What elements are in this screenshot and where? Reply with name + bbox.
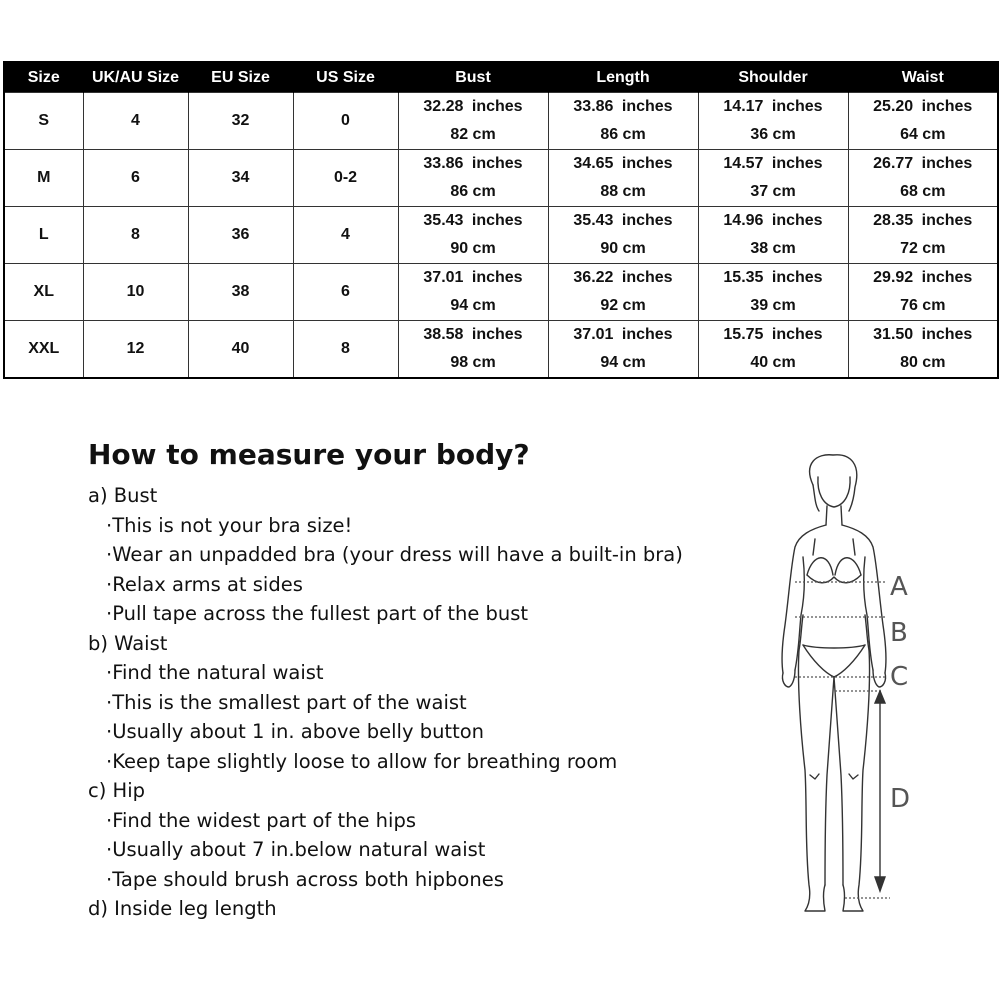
bust-inches: 37.01 inches — [423, 269, 523, 286]
cell-size: S — [4, 93, 83, 150]
shoulder-inches: 14.17 inches — [723, 98, 823, 115]
cell-uk-au: 12 — [83, 321, 188, 379]
shoulder-inches: 14.57 inches — [723, 155, 823, 172]
header-length: Length — [548, 62, 698, 93]
section-title: b) Waist — [88, 631, 168, 655]
cell-uk-au: 6 — [83, 150, 188, 207]
cell-shoulder — [698, 264, 848, 321]
cell-bust — [398, 264, 548, 321]
shoulder-cm: 38 cm — [750, 240, 796, 257]
cell-waist — [848, 321, 998, 379]
waist-cm: 64 cm — [900, 126, 946, 143]
length-cm: 86 cm — [600, 126, 646, 143]
cell-waist — [848, 93, 998, 150]
waist-inches: 28.35 inches — [873, 212, 973, 229]
shoulder-cm: 40 cm — [750, 354, 796, 371]
cell-length — [548, 321, 698, 379]
header-bust: Bust — [398, 62, 548, 93]
length-cm: 90 cm — [600, 240, 646, 257]
length-cm: 88 cm — [600, 183, 646, 200]
measurement-guide — [88, 430, 768, 924]
cell-shoulder — [698, 321, 848, 379]
tip-item: · Find the natural waist — [88, 658, 768, 688]
waist-cm: 76 cm — [900, 297, 946, 314]
tip-item: · This is not your bra size! — [88, 511, 768, 541]
header-waist: Waist — [848, 62, 998, 93]
shoulder-cm: 39 cm — [750, 297, 796, 314]
table-row — [4, 93, 998, 150]
cell-eu: 32 — [188, 93, 293, 150]
cell-us: 0 — [293, 93, 398, 150]
table-row — [4, 264, 998, 321]
waist-cm: 80 cm — [900, 354, 946, 371]
shoulder-inches: 15.75 inches — [723, 326, 823, 343]
cell-bust — [398, 93, 548, 150]
cell-length — [548, 207, 698, 264]
header-size: Size — [4, 62, 83, 93]
cell-waist — [848, 264, 998, 321]
bust-cm: 90 cm — [450, 240, 496, 257]
guide-section-bust — [88, 481, 768, 629]
label-d: D — [890, 784, 911, 814]
table-row — [4, 150, 998, 207]
length-inches: 36.22 inches — [573, 269, 673, 286]
cell-uk-au: 10 — [83, 264, 188, 321]
header-eu-size: EU Size — [188, 62, 293, 93]
header-shoulder: Shoulder — [698, 62, 848, 93]
shoulder-cm: 37 cm — [750, 183, 796, 200]
guide-section-waist — [88, 629, 768, 777]
cell-size: XL — [4, 264, 83, 321]
label-a: A — [890, 572, 908, 602]
shoulder-inches: 14.96 inches — [723, 212, 823, 229]
bust-inches: 35.43 inches — [423, 212, 523, 229]
section-title: a) Bust — [88, 484, 158, 507]
length-inches: 37.01 inches — [573, 326, 673, 343]
length-inches: 34.65 inches — [573, 155, 673, 172]
bust-inches: 32.28 inches — [423, 98, 523, 115]
bust-cm: 98 cm — [450, 354, 496, 371]
waist-cm: 72 cm — [900, 240, 946, 257]
cell-bust — [398, 321, 548, 379]
header-us-size: US Size — [293, 62, 398, 93]
label-c: C — [890, 662, 909, 692]
bust-inches: 33.86 inches — [423, 155, 523, 172]
cell-eu: 34 — [188, 150, 293, 207]
cell-waist — [848, 207, 998, 264]
tip-item: · Pull tape across the fullest part of the bust — [88, 599, 768, 629]
bust-cm: 86 cm — [450, 183, 496, 200]
cell-bust — [398, 150, 548, 207]
table-row — [4, 321, 998, 379]
waist-inches: 25.20 inches — [873, 98, 973, 115]
header-uk-au-size: UK/AU Size — [83, 62, 188, 93]
waist-inches: 29.92 inches — [873, 269, 973, 286]
cell-bust — [398, 207, 548, 264]
cell-size: M — [4, 150, 83, 207]
tip-item: · Keep tape slightly loose to allow for breathing room — [88, 747, 768, 777]
length-cm: 92 cm — [600, 297, 646, 314]
cell-waist — [848, 150, 998, 207]
tip-item: · Find the widest part of the hips — [88, 806, 768, 836]
bust-cm: 94 cm — [450, 297, 496, 314]
waist-cm: 68 cm — [900, 183, 946, 200]
tip-item: · This is the smallest part of the waist — [88, 688, 768, 718]
length-inches: 33.86 inches — [573, 98, 673, 115]
cell-shoulder — [698, 207, 848, 264]
cell-length — [548, 150, 698, 207]
cell-shoulder — [698, 93, 848, 150]
cell-us: 0-2 — [293, 150, 398, 207]
cell-uk-au: 4 — [83, 93, 188, 150]
tip-item: · Wear an unpadded bra (your dress will have a built-in bra) — [88, 540, 768, 570]
bust-inches: 38.58 inches — [423, 326, 523, 343]
length-cm: 94 cm — [600, 354, 646, 371]
tip-item: · Usually about 1 in. above belly button — [88, 717, 768, 747]
waist-inches: 26.77 inches — [873, 155, 973, 172]
shoulder-cm: 36 cm — [750, 126, 796, 143]
tip-item: · Tape should brush across both hipbones — [88, 865, 768, 895]
cell-us: 8 — [293, 321, 398, 379]
section-title: c) Hip — [88, 779, 145, 802]
cell-eu: 40 — [188, 321, 293, 379]
cell-size: L — [4, 207, 83, 264]
length-inches: 35.43 inches — [573, 212, 673, 229]
size-chart-table — [3, 61, 999, 379]
guide-section-hip — [88, 776, 768, 894]
cell-size: XXL — [4, 321, 83, 379]
tip-item: · Usually about 7 in.below natural waist — [88, 835, 768, 865]
body-outline-figure-icon — [755, 445, 925, 920]
cell-uk-au: 8 — [83, 207, 188, 264]
cell-shoulder — [698, 150, 848, 207]
cell-eu: 38 — [188, 264, 293, 321]
guide-title: How to measure your body? — [88, 438, 530, 471]
table-header-row — [4, 62, 998, 93]
cell-length — [548, 93, 698, 150]
label-b: B — [890, 618, 908, 648]
cell-length — [548, 264, 698, 321]
guide-section-inside-leg — [88, 894, 768, 924]
cell-us: 6 — [293, 264, 398, 321]
section-title: d) Inside leg length — [88, 897, 277, 920]
tip-item: · Relax arms at sides — [88, 570, 768, 600]
cell-eu: 36 — [188, 207, 293, 264]
table-row — [4, 207, 998, 264]
bust-cm: 82 cm — [450, 126, 496, 143]
shoulder-inches: 15.35 inches — [723, 269, 823, 286]
waist-inches: 31.50 inches — [873, 326, 973, 343]
cell-us: 4 — [293, 207, 398, 264]
